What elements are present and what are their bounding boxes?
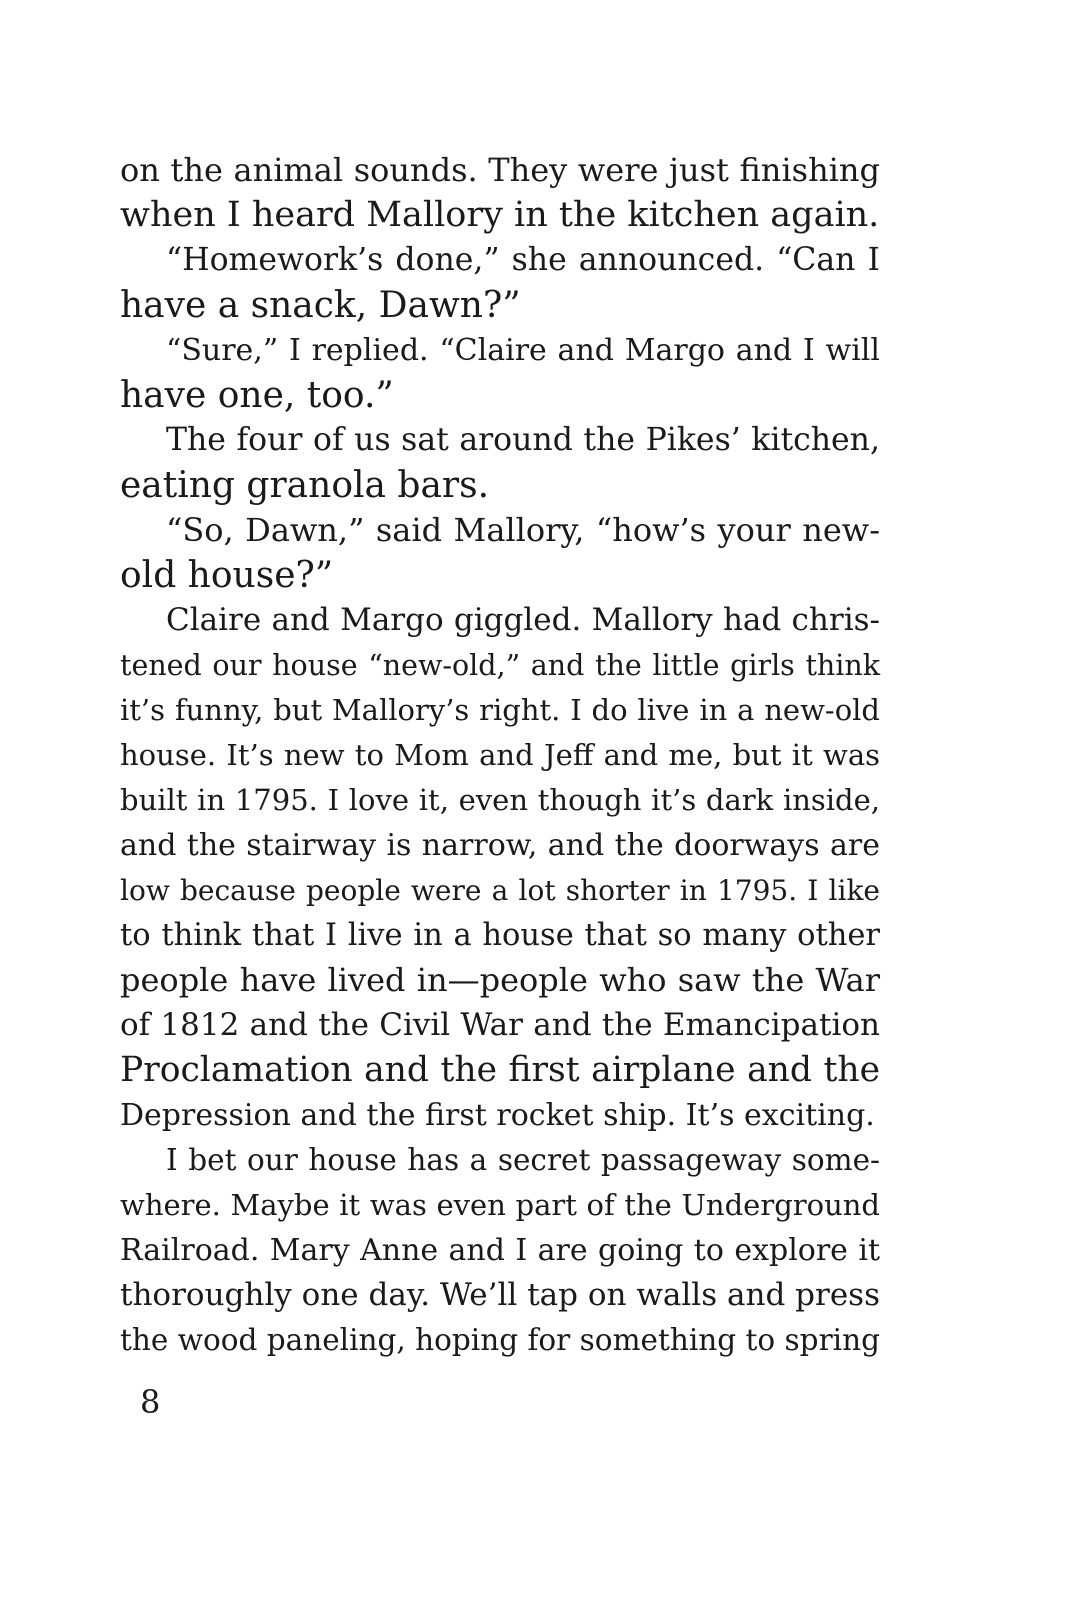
text-line: people have lived in—people who saw the War [120, 961, 880, 999]
text-line: thoroughly one day. We’ll tap on walls and press [120, 1277, 880, 1313]
text-line: where. Maybe it was even part of the Underground [120, 1188, 880, 1222]
text-line: on the animal sounds. They were just finishing [120, 151, 880, 189]
text-line: and the stairway is narrow, and the doorways are [120, 828, 880, 863]
text-line: to think that I live in a house that so many other [120, 918, 880, 953]
text-line: low because people were a lot shorter in 1795. I like [120, 874, 880, 907]
text-line: “Sure,” I replied. “Claire and Margo and I will [166, 333, 880, 368]
text-line: Proclamation and the first airplane and the [120, 1050, 880, 1090]
text-line: “Homework’s done,” she announced. “Can I [166, 242, 880, 278]
text-line: it’s funny, but Mallory’s right. I do live in a new-old [120, 693, 880, 727]
text-line: when I heard Mallory in the kitchen again. [120, 195, 880, 235]
body-text [120, 148, 880, 1363]
text-line: eating granola bars. [120, 465, 490, 506]
text-line: have one, too.” [120, 375, 394, 416]
text-line: “So, Dawn,” said Mallory, “how’s your new- [166, 511, 880, 549]
text-line: the wood paneling, hoping for something to spring [120, 1323, 880, 1357]
text-line: built in 1795. I love it, even though it’s dark inside, [120, 783, 880, 817]
text-line: old house?” [120, 555, 334, 596]
page-number: 8 [140, 1383, 161, 1421]
text-line: Railroad. Mary Anne and I are going to explore it [120, 1233, 880, 1268]
text-line: Claire and Margo giggled. Mallory had chris- [166, 602, 880, 638]
text-line: Depression and the first rocket ship. It’s exciting. [120, 1098, 875, 1133]
text-line: of 1812 and the Civil War and the Emancipation [120, 1007, 880, 1043]
text-line: tened our house “new-old,” and the little girls think [120, 649, 880, 682]
text-line: house. It’s new to Mom and Jeff and me, but it was [120, 738, 880, 772]
text-line: have a snack, Dawn?” [120, 285, 521, 326]
text-line: The four of us sat around the Pikes’ kitchen, [166, 422, 880, 458]
text-line: I bet our house has a secret passageway some- [166, 1143, 880, 1177]
